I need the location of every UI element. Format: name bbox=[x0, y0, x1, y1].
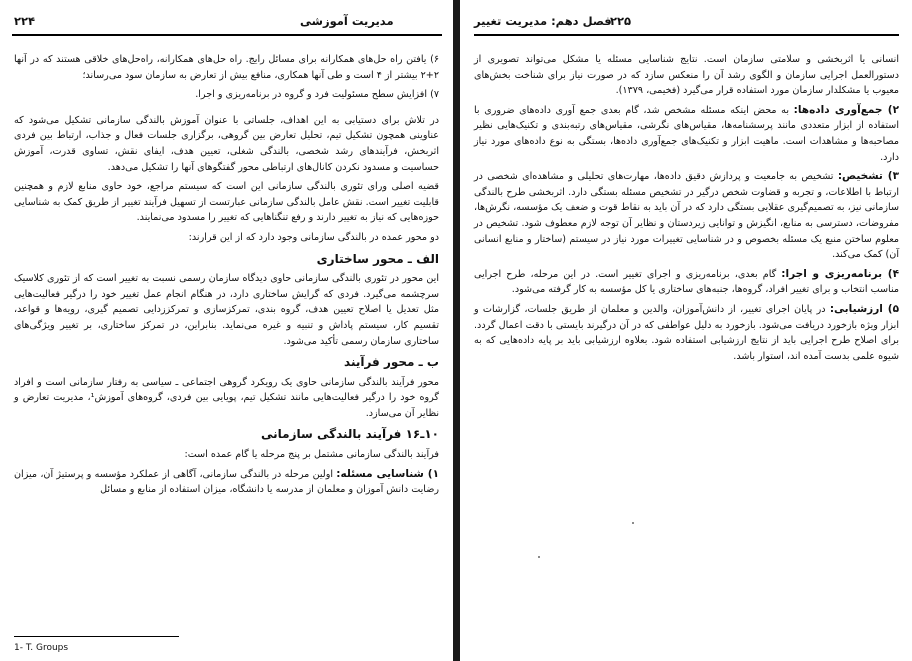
scan-speck bbox=[538, 556, 540, 558]
left-page bbox=[0, 0, 453, 661]
book-gutter bbox=[453, 0, 460, 661]
list-item-6: ۶) یافتن راه حل‌های همکارانه برای مسائل رایج. راه حل‌های همکارانه، راه‌حل‌های خلاقی هستند که در آنها ۲+۲ بیشتر از ۴ است و طی آنها همکاری، منافع بیش از تعارض به سازمان سود می‌رساند؛ bbox=[14, 54, 439, 81]
left-running-header: مدیریت آموزشی bbox=[300, 14, 394, 28]
step-3 bbox=[474, 169, 899, 263]
section-heading-structural: الف ـ محور ساختاری bbox=[316, 251, 439, 266]
right-page bbox=[460, 0, 912, 661]
paragraph: محور فرآیند بالندگی سازمانی حاوی یک رویکرد گروهی اجتماعی ـ سیاسی به رفتار سازمانی است و افراد گروه خود را درگیر فعالیت‌هایی مانند تشکیل تیم، پویایی بین فردی، گروه‌های آموزش¹، مدیریت تعارض و نظایر آن می‌سازد. bbox=[14, 376, 439, 419]
right-page-number: ۲۲۵ bbox=[610, 14, 632, 28]
section-heading-od-process: ۱۰ـ۱۶ فرآیند بالندگی سازمانی bbox=[261, 427, 439, 442]
footnote-rule bbox=[14, 636, 179, 637]
step-label: ۱) شناسایی مسئله: bbox=[336, 467, 439, 480]
paragraph: انسانی یا اثربخشی و سلامتی سازمان است. نتایج شناسایی مسئله یا مشکل می‌تواند تصویری از دستورالعمل اجرایی سازمان و الگوی رشد آن را منعکس سازد که در صورت نیاز برای شناخت بخش‌های معیوب یا مشکلدار سازمان مورد استفاده قرار می‌گیرد (فخیمی، ۱۳۷۹). bbox=[474, 54, 899, 97]
left-body bbox=[14, 52, 439, 502]
step-label: ۴) برنامه‌ریزی و اجرا: bbox=[781, 267, 899, 280]
footnote: 1- T. Groups bbox=[14, 643, 69, 653]
step-label: ۲) جمع‌آوری داده‌ها: bbox=[793, 103, 899, 116]
paragraph: دو محور عمده در بالندگی سازمانی وجود دارد که از این قرارند: bbox=[188, 231, 439, 243]
scan-speck bbox=[632, 522, 634, 524]
paragraph: این محور در تئوری بالندگی سازمانی حاوی دیدگاه سازمان رسمی نسبت به تغییر است که از تئوری کلاسیک سرچشمه می‌گیرد. فردی که گرایش ساختاری دارد، در هنگام انجام عمل تغییر خود را درگیر فعالیت‌هایی مثل تعدیل یا اصلاح تعیین هدف، گروه بندی، تمرکزسازی و تمرکززدایی تصمیم گیری، رویه‌ها و قواعد، تقسیم کار، سیستم پاداش و تنبیه و غیره می‌نماید. بنابراین، در تمرکز ساختاری، بر تغییر ویژگی‌های ساختاری سازمان رسمی تأکید می‌شود. bbox=[14, 273, 439, 347]
list-item-7: ۷) افزایش سطح مسئولیت فرد و گروه در برنامه‌ریزی و اجرا. bbox=[195, 89, 439, 101]
step-5 bbox=[474, 302, 899, 364]
paragraph: در تلاش برای دستیابی به این اهداف، جلساتی با عنوان آموزش بالندگی سازمانی تشکیل می‌شود که عناوینی همچون تشکیل تیم، تحلیل تعارض بین گروهی، برگزاری جلسات فعال و جذاب، ارتباط بین فردی اثربخش، فرآیندهای رشد شخصی، بالندگی شغلی، تعیین هدف، ایفای نقش، تساوی قدرت، آموزش حساسیت و مسدود نکردن کانال‌های ارتباطی محور گفتگوهای آنها را تشکیل می‌دهد. bbox=[14, 114, 439, 173]
step-2 bbox=[474, 103, 899, 165]
left-header-rule bbox=[12, 34, 442, 36]
step-text: به محض اینکه مسئله مشخص شد، گام بعدی جمع آوری داده‌های ضروری با استفاده از ابزار متعددی مانند پرسشنامه‌ها، مقیاس‌های نگرشی، مقیاس‌های رتبه‌بندی و تکنیک‌هایی نظیر مصاحبه‌ها و مشاهدات است. ماهیت ابزار و تکنیک‌های جمع‌آوری داده‌ها، بستگی به نوع داده‌های مورد نیاز دارد. bbox=[474, 104, 899, 163]
step-text: اولین مرحله در بالندگی سازمانی، آگاهی از عملکرد مؤسسه و پرستیژ آن، میزان رضایت دانش آموزان و معلمان از مدرسه یا دانشگاه، میزان استفاده از منابع و مسائل bbox=[14, 468, 439, 496]
right-body bbox=[474, 52, 899, 368]
paragraph: قضیه اصلی ورای تئوری بالندگی سازمانی این است که سیستم مراجع، خود حاوی منابع لازم و همچنین قابلیت تغییر است. نقش عامل بالندگی سازمانی عبارتست از تسهیل فرآیند تغییر از طریق کمک به شناسایی حوزه‌هایی که نیاز به تغییر دارند و رفع تنگناهایی که تغییر را مسدود می‌نمایند. bbox=[14, 181, 439, 224]
step-text: گام بعدی، برنامه‌ریزی و اجرای تغییر است. در این مرحله، طرح اجرایی مناسب انتخاب و برای تغییر افراد، گروه‌ها، جنبه‌های ساختاری یا کل مؤسسه به کار گرفته می‌شود. bbox=[474, 268, 899, 296]
step-text: تشخیص به جامعیت و پردازش دقیق داده‌ها، مهارت‌های تحلیلی و مشاهده‌ای شخصی در ارتباط با اطلاعات، و تجربه و قضاوت شخص درگیر در تشخیص مسئله بستگی دارد. اثربخشی طرح بالندگی سازمانی نیز، به تصمیم‌گیری عقلایی بستگی دارد که در آن باید به نقاط قوت و ضعف یک مؤسسه، نگرش‌ها، مفروضات، دسترسی به منابع، انگیزش و توانایی زیردستان و نظایر آن توجه لازم معطوف شود. تشخیص در معلوم ساختن منبع یک مسئله بخصوص و در شناسایی تغییرات مورد نیاز در سیستم (ساختار و منابع انسانی آن) کمک می‌کند. bbox=[474, 171, 899, 261]
right-header-rule bbox=[474, 34, 899, 36]
step-text: در پایان اجرای تغییر، از دانش‌آموزان، والدین و معلمان از طریق جلسات، گزارشات و ابزار ویژه بازخورد دریافت می‌شود. بازخورد به دلیل عواطفی که در آن درگیرند بایستی با دقت اعمال گردد. برای اصلاح طرح اجرایی باید از نتایج ارزشیابی استفاده شود. بعلاوه ارزشیابی باید بر پایه داده‌هایی که به شیوه علمی بدست آمده اند، استوار باشد. bbox=[474, 303, 899, 362]
step-label: ۳) تشخیص: bbox=[837, 170, 899, 183]
section-heading-process: ب ـ محور فرآیند bbox=[344, 355, 439, 370]
step-1 bbox=[14, 467, 439, 498]
left-page-number: ۲۲۴ bbox=[14, 14, 36, 28]
paragraph: فرآیند بالندگی سازمانی مشتمل بر پنج مرحله یا گام عمده است: bbox=[184, 449, 439, 461]
right-running-header: فصل دهم: مدیریت تغییر bbox=[474, 14, 612, 28]
step-4 bbox=[474, 267, 899, 298]
step-label: ۵) ارزشیابی: bbox=[829, 302, 899, 315]
